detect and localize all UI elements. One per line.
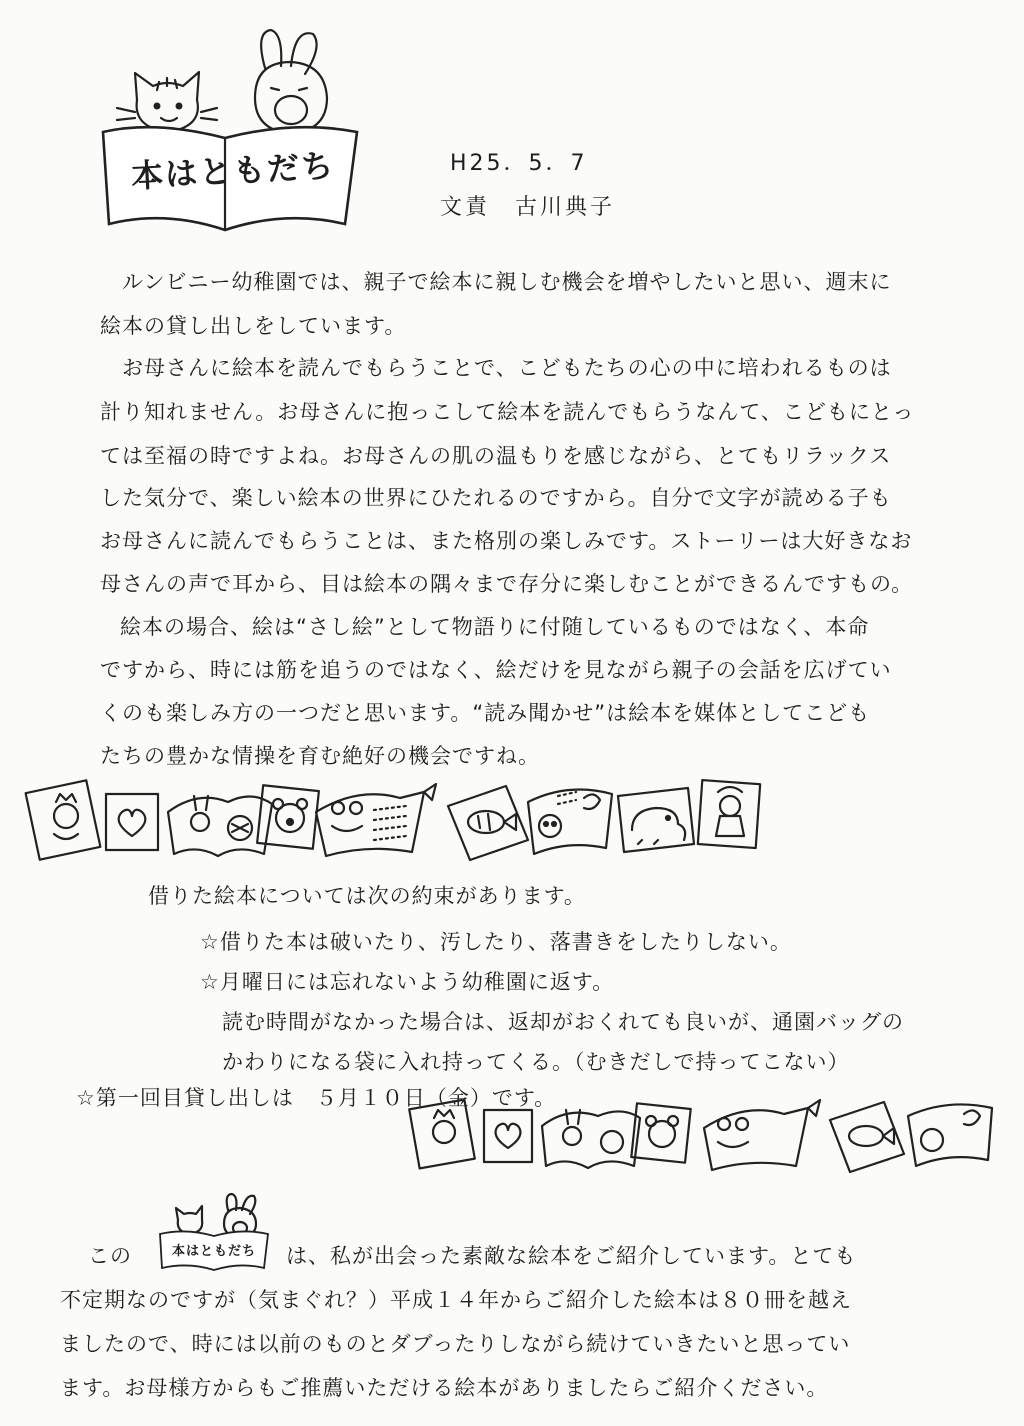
logo-illustration: [95, 28, 365, 243]
intro-line: 母さんの声で耳から、目は絵本の隅々まで存分に楽しむことができるんですもの。: [100, 572, 914, 596]
intro-line: お母さんに読んでもらうことは、また格別の楽しみです。ストーリーは大好きなお: [100, 529, 913, 553]
closing-line: ましたので、時には以前のものとダブったりしながら続けていきたいと思ってい: [60, 1332, 851, 1356]
intro-line: ては至福の時ですよね。お母さんの肌の温もりを感じながら、とてもリラックス: [100, 444, 892, 468]
intro-line: くのも楽しみ方の一つだと思います。“読み聞かせ”は絵本を媒体としてこども: [100, 701, 871, 725]
book-frog-icon: [316, 784, 436, 856]
first-lending-date: ☆第一回目貸し出しは ５月１０日（金）です。: [76, 1086, 557, 1110]
book-strip-bottom: [408, 1086, 1008, 1176]
inline-logo-text: 本はともだち: [171, 1244, 256, 1259]
book-girl-icon: [698, 780, 760, 848]
logo: [95, 28, 365, 243]
closing-prefix: この: [88, 1244, 132, 1268]
intro-line: ルンビニー幼稚園では、親子で絵本に親しむ機会を増やしたいと思い、週末に: [122, 270, 892, 294]
intro-line: たちの豊かな情操を育む絶好の機会ですね。: [100, 744, 540, 768]
closing-line: ます。お母様方からもご推薦いただける絵本がありましたらご紹介ください。: [60, 1376, 829, 1400]
book-frog-icon: [704, 1100, 820, 1170]
book-monkey-icon: [528, 790, 612, 855]
book-bear-icon: [631, 1103, 690, 1162]
issue-date: H25．5．7: [450, 151, 588, 176]
closing-line: 不定期なのですが（気まぐれ？）平成１４年からご紹介した絵本は８０冊を越え: [60, 1288, 852, 1312]
intro-line: 絵本の場合、絵は“さし絵”として物語りに付随しているものではなく、本命: [120, 615, 870, 639]
intro-line: 計り知れません。お母さんに抱っこして絵本を読んでもらうなんて、こどもにとっ: [100, 400, 915, 424]
book-princess-icon: [409, 1100, 475, 1169]
intro-line: ですから、時には筋を追うのではなく、絵だけを見ながら親子の会話を広げてい: [100, 658, 892, 682]
book-fish-icon: [448, 786, 528, 860]
rule-note: 読む時間がなかった場合は、返却がおくれても良いが、通園バッグの: [222, 1010, 904, 1034]
book-elephant-icon: [618, 788, 694, 852]
book-strip-top: [28, 772, 788, 868]
intro-line: 絵本の貸し出しをしています。: [100, 314, 407, 338]
rules-lead: 借りた絵本については次の約束があります。: [148, 884, 586, 908]
book-monkey-icon: [908, 1104, 992, 1166]
intro-line: した気分で、楽しい絵本の世界にひたれるのですから。自分で文字が読める子も: [100, 486, 892, 510]
book-fish-icon: [830, 1102, 904, 1172]
inline-logo: [156, 1194, 272, 1270]
logo-text: 本はともだち: [130, 146, 336, 196]
intro-line: お母さんに絵本を読んでもらうことで、こどもたちの心の中に培われるものは: [122, 356, 892, 380]
book-rabbit-icon: [542, 1110, 640, 1168]
book-heart-icon: [106, 794, 158, 850]
closing-line: は、私が出会った素敵な絵本をご紹介しています。とても: [286, 1244, 857, 1268]
book-heart-icon: [484, 1110, 532, 1162]
rule-note: かわりになる袋に入れ持ってくる。（むきだしで持ってこない）: [222, 1050, 850, 1074]
rule-item: ☆月曜日には忘れないよう幼稚園に返す。: [200, 970, 615, 994]
rule-item: ☆借りた本は破いたり、汚したり、落書きをしたりしない。: [200, 930, 792, 954]
book-princess-icon: [26, 780, 101, 859]
book-rabbit-icon: [168, 796, 272, 856]
author: 文責 古川典子: [440, 195, 616, 220]
